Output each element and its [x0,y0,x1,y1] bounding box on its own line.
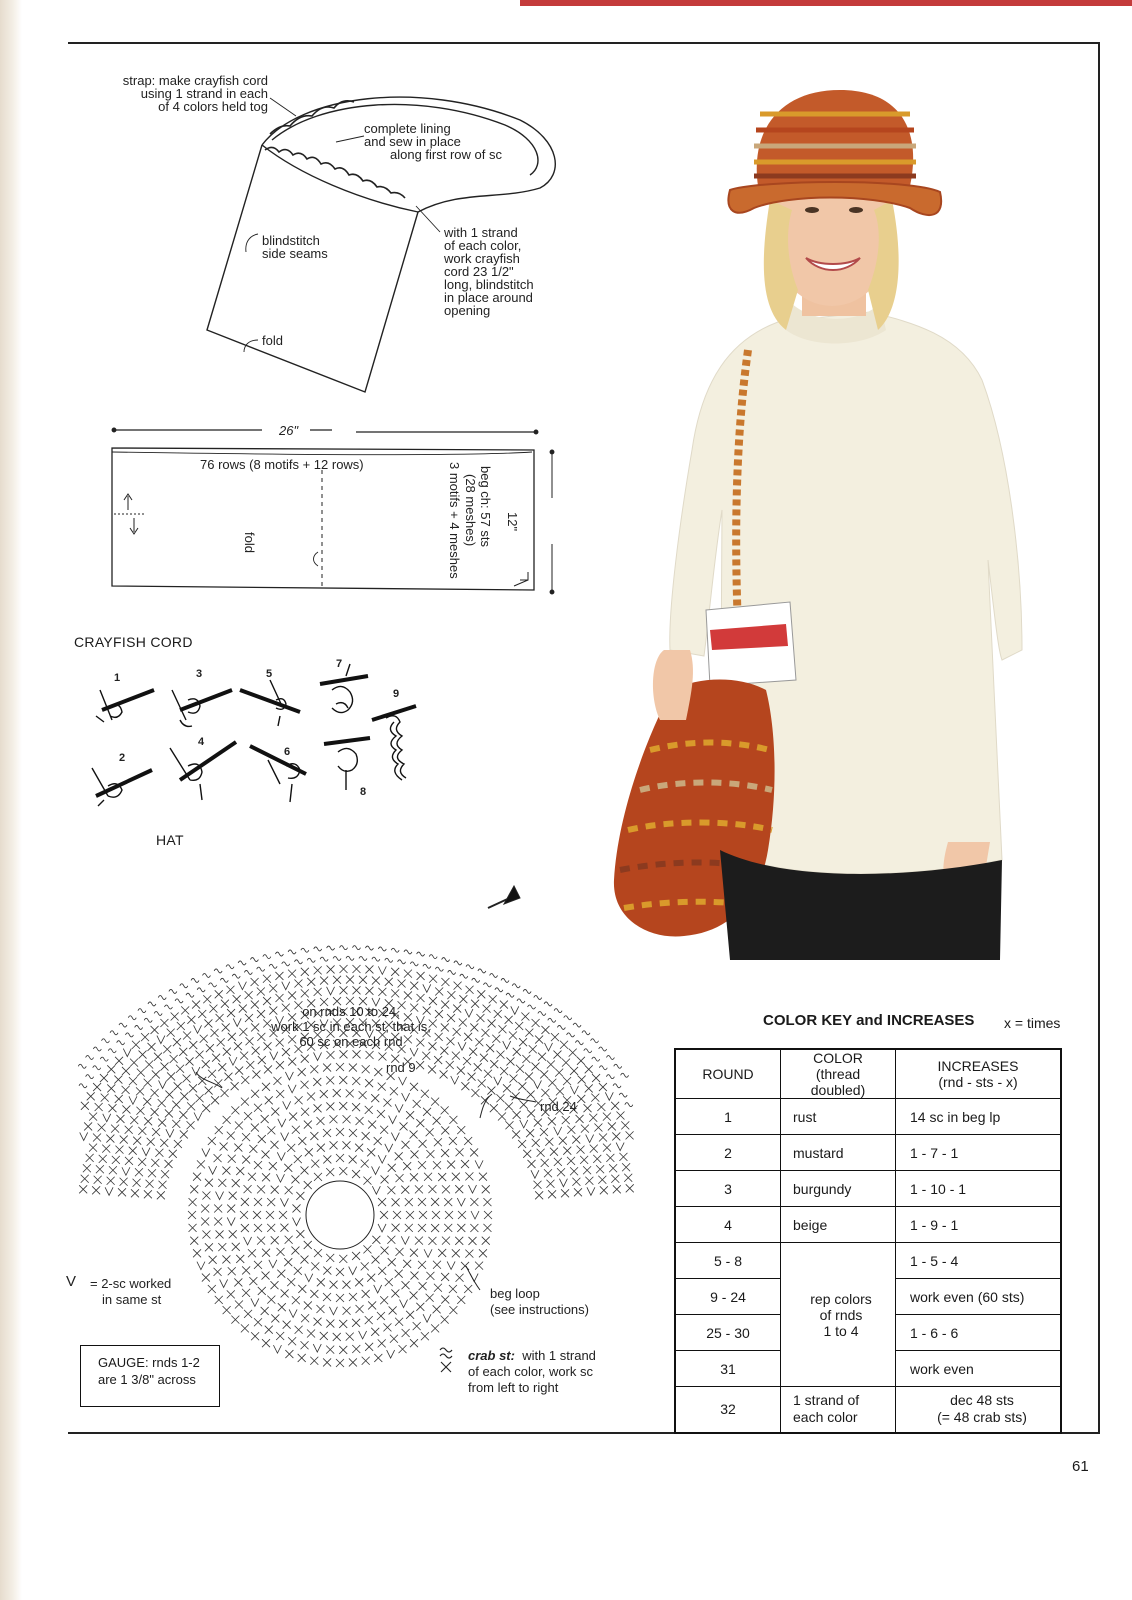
crab-text-line: with 1 strand [522,1348,596,1363]
color-key-note: x = times [1004,1015,1061,1031]
merged-color-line: 1 to 4 [823,1322,859,1339]
crayfish-step-number: 5 [266,668,273,680]
color-header-line: COLOR [813,1050,863,1066]
cord-note-line: long, blindstitch [444,277,534,292]
crayfish-step-number: 4 [198,736,205,748]
increases-cell-line: dec 48 sts [950,1392,1014,1409]
round-cell: 9 - 24 [675,1279,781,1315]
increases-cell-line: (= 48 crab sts) [937,1409,1027,1426]
increases-cell: work even (60 sts) [896,1279,1062,1315]
table-row [675,1243,1061,1279]
rnds-note-line: 60 sc on each rnd [299,1034,403,1049]
crab-text-line: from left to right [468,1380,559,1395]
color-header-line: (thread doubled) [810,1066,866,1098]
height-label: 12" [505,512,520,532]
crab-stitch-note [468,1348,596,1396]
crayfish-step-number: 6 [284,746,291,758]
color-cell: burgundy [781,1171,896,1207]
flat-fold-label: fold [242,532,257,553]
gauge-line: GAUGE: rnds 1-2 [98,1355,200,1370]
increases-cell: 1 - 6 - 6 [896,1315,1062,1351]
crayfish-step-number: 1 [114,672,121,684]
cord-note-line: work crayfish [444,251,520,266]
increases-header-line: INCREASES [937,1058,1019,1074]
strap-note-line: strap: make crayfish cord [122,73,268,88]
strap-note-line: of 4 colors held tog [158,99,268,114]
table-row [675,1207,1061,1243]
table-row [675,1171,1061,1207]
beg-loop-note-line: (see instructions) [490,1302,589,1317]
table-header-row [675,1049,1061,1099]
increases-header-line: (rnd - sts - x) [938,1074,1018,1090]
beg-ch-line: (28 meshes) [463,474,478,547]
page-number: 61 [1072,1458,1089,1475]
color-cell: rust [781,1099,896,1135]
increases-cell: 1 - 5 - 4 [896,1243,1062,1279]
crayfish-step-number: 9 [393,688,400,700]
increases-cell: work even [896,1351,1062,1387]
increases-header [896,1049,1062,1099]
rnds-note-line: on rnds 10 to 24, [302,1004,400,1019]
v-legend-line: in same st [102,1292,162,1307]
v-stitch-symbol: V [66,1273,77,1290]
increases-cell [896,1387,1062,1433]
round-cell: 1 [675,1099,781,1135]
round-header: ROUND [675,1049,781,1099]
color-key-table [674,1048,1062,1434]
crayfish-step-number: 7 [336,658,343,670]
round-cell: 32 [675,1387,781,1433]
round-cell: 3 [675,1171,781,1207]
blindstitch-note-line: blindstitch [262,233,320,248]
model-photo [610,90,1030,960]
v-legend-line: = 2-sc worked [90,1276,172,1291]
lining-note-line: complete lining [364,121,451,136]
cord-note-line: of each color, [444,238,522,253]
round-cell: 4 [675,1207,781,1243]
blindstitch-note-line: side seams [262,246,328,261]
cord-note-line: cord 23 1/2" [444,264,514,279]
table-row [675,1135,1061,1171]
cord-note-line: opening [444,303,491,318]
color-key-title: COLOR KEY and INCREASES [763,1012,975,1029]
crayfish-step-number: 2 [119,752,126,764]
increases-cell: 1 - 9 - 1 [896,1207,1062,1243]
lining-note-line: and sew in place [364,134,461,149]
merged-color-cell [781,1243,896,1387]
rnds-note-line: work 1 sc in each st, that is, [271,1019,431,1034]
increases-cell: 1 - 10 - 1 [896,1171,1062,1207]
table-row [675,1099,1061,1135]
color-cell: mustard [781,1135,896,1171]
beg-loop-note-line: beg loop [490,1286,540,1301]
crayfish-step-number: 3 [196,668,203,680]
increases-cell: 14 sc in beg lp [896,1099,1062,1135]
crayfish-step-number: 8 [360,786,367,798]
crayfish-title: CRAYFISH CORD [74,634,193,650]
color-cell-line: each color [793,1409,858,1426]
lining-note-line: along first row of sc [390,147,502,162]
round-cell: 5 - 8 [675,1243,781,1279]
cord-note-line: in place around [444,290,533,305]
crab-title: crab st: [468,1348,515,1363]
cord-note-line: with 1 strand [444,225,518,240]
color-cell-line: 1 strand of [793,1392,860,1409]
round-cell: 25 - 30 [675,1315,781,1351]
rnd9-label: rnd 9 [386,1060,416,1075]
color-header [781,1049,896,1099]
strap-note-line: using 1 strand in each [140,86,268,101]
color-cell [781,1387,896,1433]
merged-color-line: rep colors [810,1290,872,1307]
width-label: 26" [279,423,299,438]
beg-ch-line: beg ch: 57 sts [478,466,493,547]
crab-text-line: of each color, work sc [468,1364,593,1379]
round-cell: 2 [675,1135,781,1171]
hat-title: HAT [156,832,184,848]
table-row [675,1387,1061,1433]
beg-ch-line: 3 motifs + 4 meshes [447,462,462,579]
gauge-line: are 1 3/8" across [98,1372,196,1387]
color-cell: beige [781,1207,896,1243]
round-cell: 31 [675,1351,781,1387]
increases-cell: 1 - 7 - 1 [896,1135,1062,1171]
rows-label: 76 rows (8 motifs + 12 rows) [200,457,364,472]
rnd24-label: rnd 24 [540,1099,577,1114]
bag-fold-label: fold [262,333,283,348]
merged-color-line: of rnds [819,1306,863,1323]
